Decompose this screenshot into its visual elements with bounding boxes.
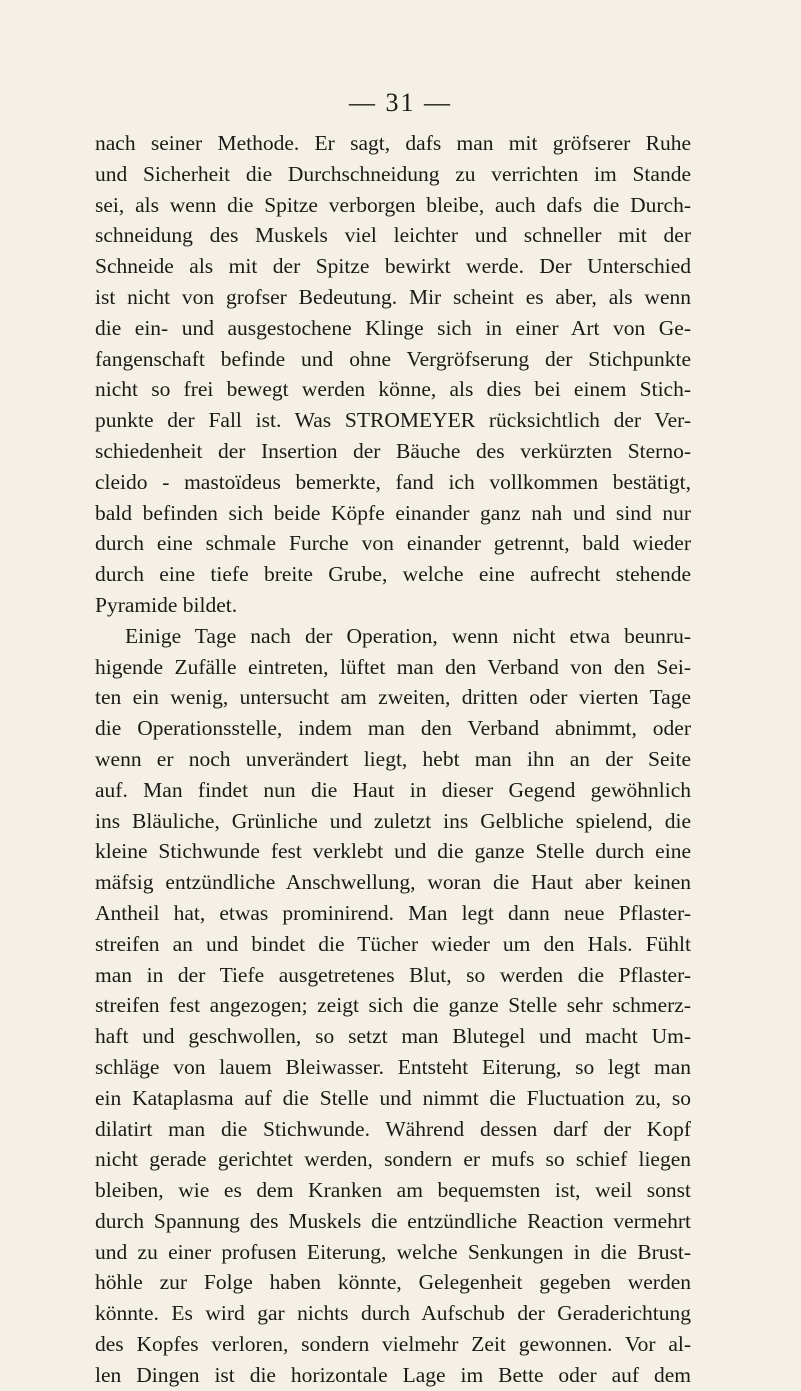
text-line: die Operationsstelle, indem man den Verband abnimmt, oder xyxy=(95,716,691,741)
text-line: Antheil hat, etwas prominirend. Man legt dann neue Pflaster- xyxy=(95,900,691,925)
body-text xyxy=(95,128,691,1391)
paragraph-end-line: Pyramide bildet. xyxy=(95,592,238,617)
text-line: higende Zufälle eintreten, lüftet man den Verband von den Sei- xyxy=(95,654,691,679)
paragraph-start-line: Einige Tage nach der Operation, wenn nicht etwa beunru- xyxy=(125,623,691,648)
text-line: nicht gerade gerichtet werden, sondern er mufs so schief liegen xyxy=(95,1147,691,1172)
text-line: auf. Man findet nun die Haut in dieser Gegend gewöhnlich xyxy=(95,777,691,802)
text-line: cleido - mastoïdeus bemerkte, fand ich vollkommen bestätigt, xyxy=(95,469,691,494)
text-line: des Kopfes verloren, sondern vielmehr Zeit gewonnen. Vor al- xyxy=(95,1332,691,1357)
text-line: durch eine tiefe breite Grube, welche eine aufrecht stehende xyxy=(95,562,691,587)
text-line: punkte der Fall ist. Was STROMEYER rücksichtlich der Ver- xyxy=(95,408,691,433)
text-line: die ein- und ausgestochene Klinge sich in einer Art von Ge- xyxy=(95,315,691,340)
text-line: könnte. Es wird gar nichts durch Aufschub der Geraderichtung xyxy=(95,1301,691,1326)
text-line: ist nicht von grofser Bedeutung. Mir scheint es aber, als wenn xyxy=(95,284,691,309)
text-line: man in der Tiefe ausgetretenes Blut, so werden die Pflaster- xyxy=(95,962,691,987)
text-line: Schneide als mit der Spitze bewirkt werde. Der Unterschied xyxy=(95,254,691,279)
text-line: dilatirt man die Stichwunde. Während dessen darf der Kopf xyxy=(95,1116,691,1141)
text-line: ten ein wenig, untersucht am zweiten, dritten oder vierten Tage xyxy=(95,685,691,710)
text-line: haft und geschwollen, so setzt man Blutegel und macht Um- xyxy=(95,1024,691,1049)
text-line: schläge von lauem Bleiwasser. Entsteht Eiterung, so legt man xyxy=(95,1054,691,1079)
text-line: streifen fest angezogen; zeigt sich die ganze Stelle sehr schmerz- xyxy=(95,993,691,1018)
text-line: kleine Stichwunde fest verklebt und die ganze Stelle durch eine xyxy=(95,839,691,864)
text-line: schneidung des Muskels viel leichter und schneller mit der xyxy=(95,223,691,248)
text-line: bald befinden sich beide Köpfe einander ganz nah und sind nur xyxy=(95,500,691,525)
text-line: und zu einer profusen Eiterung, welche Senkungen in die Brust- xyxy=(95,1239,691,1264)
text-line: ein Kataplasma auf die Stelle und nimmt die Fluctuation zu, so xyxy=(95,1085,691,1110)
text-line: bleiben, wie es dem Kranken am bequemsten ist, weil sonst xyxy=(95,1178,691,1203)
text-line: ins Bläuliche, Grünliche und zuletzt ins Gelbliche spielend, die xyxy=(95,808,691,833)
text-line: sei, als wenn die Spitze verborgen bleibe, auch dafs die Durch- xyxy=(95,192,691,217)
text-line: wenn er noch unverändert liegt, hebt man ihn an der Seite xyxy=(95,746,691,771)
text-line: fangenschaft befinde und ohne Vergröfserung der Stichpunkte xyxy=(95,346,691,371)
text-line: und Sicherheit die Durchschneidung zu verrichten im Stande xyxy=(95,161,691,186)
text-line: nach seiner Methode. Er sagt, dafs man mit gröfserer Ruhe xyxy=(95,131,691,155)
text-line: len Dingen ist die horizontale Lage im Bette oder auf dem xyxy=(95,1362,691,1387)
text-line: nicht so frei bewegt werden könne, als dies bei einem Stich- xyxy=(95,377,691,402)
text-line: durch eine schmale Furche von einander getrennt, bald wieder xyxy=(95,531,691,556)
text-line: durch Spannung des Muskels die entzündliche Reaction vermehrt xyxy=(95,1208,691,1233)
page-number: — 31 — xyxy=(349,88,452,117)
text-line: schiedenheit der Insertion der Bäuche des verkürzten Sterno- xyxy=(95,438,691,463)
text-line: mäfsig entzündliche Anschwellung, woran die Haut aber keinen xyxy=(95,870,691,895)
text-line: höhle zur Folge haben könnte, Gelegenheit gegeben werden xyxy=(95,1270,691,1295)
text-line: streifen an und bindet die Tücher wieder um den Hals. Fühlt xyxy=(95,931,691,956)
